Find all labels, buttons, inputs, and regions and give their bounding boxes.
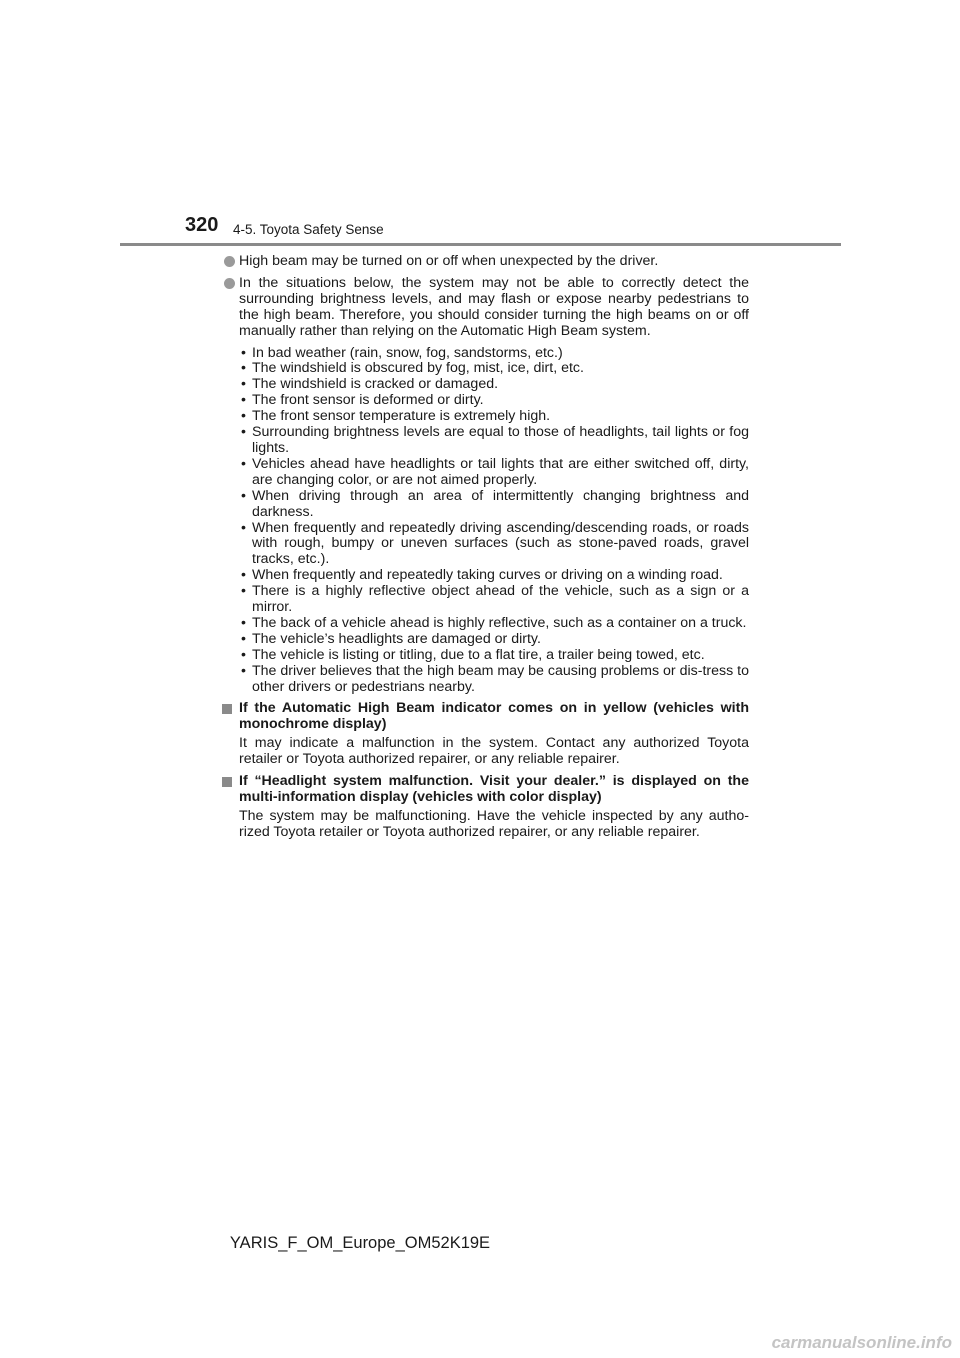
- watermark-link[interactable]: carmanualsonline.info: [771, 1333, 952, 1352]
- list-item: [241, 568, 749, 584]
- note-text: High beam may be turned on or off when unexpected by the driver.: [239, 253, 659, 269]
- list-item: [241, 489, 749, 521]
- list-item: [241, 393, 749, 409]
- list-item: [241, 425, 749, 457]
- bullet-mark: •: [241, 646, 246, 663]
- bullet-mark: •: [241, 614, 246, 631]
- bullet-mark: •: [241, 408, 246, 425]
- square-bullet-icon: [222, 704, 232, 714]
- list-item: [241, 361, 749, 377]
- list-item-text: When frequently and repeatedly taking curves or driving on a winding road.: [252, 567, 723, 584]
- note-paragraph: [222, 254, 749, 270]
- circle-bullet-icon: [224, 278, 235, 289]
- list-item-text: The front sensor is deformed or dirty.: [252, 392, 484, 409]
- list-item: [241, 377, 749, 393]
- list-item-text: The windshield is obscured by fog, mist, ice, dirt, etc.: [252, 360, 584, 377]
- list-item: [241, 584, 749, 616]
- list-item-text: Vehicles ahead have headlights or tail lights that are either switched off, dirty, are changing color, or are not aimed properly.: [252, 455, 749, 488]
- section-heading-text: If “Headlight system malfunction. Visit your dealer.” is displayed on the multi-information display (vehicles with color display): [239, 773, 749, 805]
- document-code: YARIS_F_OM_Europe_OM52K19E: [229, 1234, 491, 1252]
- bullet-mark: •: [241, 376, 246, 393]
- page-content: [222, 254, 749, 841]
- list-item-text: In bad weather (rain, snow, fog, sandstorms, etc.): [252, 344, 563, 361]
- list-item: [241, 648, 749, 664]
- list-item-text: There is a highly reflective object ahead of the vehicle, such as a sign or a mirror.: [252, 583, 749, 616]
- list-item-text: The vehicle’s headlights are damaged or dirty.: [252, 630, 541, 647]
- bullet-mark: •: [241, 630, 246, 647]
- page-header: [0, 0, 960, 250]
- header-divider: [120, 243, 841, 246]
- list-item-text: The vehicle is listing or titling, due to a flat tire, a trailer being towed, etc.: [252, 646, 705, 663]
- square-bullet-icon: [222, 777, 232, 787]
- list-item-text: The back of a vehicle ahead is highly reflective, such as a container on a truck.: [252, 614, 747, 631]
- list-item: [241, 632, 749, 648]
- list-item: [241, 457, 749, 489]
- bullet-mark: •: [241, 583, 246, 600]
- bullet-mark: •: [241, 360, 246, 377]
- bullet-mark: •: [241, 424, 246, 441]
- bullet-mark: •: [241, 392, 246, 409]
- conditions-list: [241, 346, 749, 696]
- bullet-mark: •: [241, 487, 246, 504]
- list-item-text: Surrounding brightness levels are equal to those of headlights, tail lights or fog lights.: [252, 424, 749, 456]
- note-paragraph: [222, 276, 749, 340]
- list-item-text: When frequently and repeatedly driving ascending/descending roads, or roads with rough, bumpy or uneven surfaces (such as stone-paved roads, gravel tracks, etc.).: [252, 519, 749, 568]
- list-item: [241, 616, 749, 632]
- section-heading: [222, 701, 749, 733]
- section-body: The system may be malfunctioning. Have the vehicle inspected by any autho-rized Toyota retailer or Toyota authorized repairer, or any reliable repairer.: [239, 807, 749, 840]
- list-item-text: The windshield is cracked or damaged.: [252, 376, 499, 393]
- section-title: 4-5. Toyota Safety Sense: [233, 222, 384, 237]
- note-text: In the situations below, the system may not be able to correctly detect the surrounding brightness levels, and may flash or expose nearby pedestrians to the high beam. Therefore, you should consider turning the high beams on or off manually rather than relying on the Automatic High Beam system.: [239, 274, 749, 339]
- circle-bullet-icon: [224, 256, 235, 267]
- list-item-text: The driver believes that the high beam may be causing problems or dis-tress to other drivers or pedestrians nearby.: [252, 662, 749, 695]
- section-heading: [222, 774, 749, 806]
- section-heading-text: If the Automatic High Beam indicator comes on in yellow (vehicles with monochrome display): [239, 700, 749, 733]
- bullet-mark: •: [241, 344, 246, 361]
- list-item: [241, 346, 749, 362]
- section-body: It may indicate a malfunction in the system. Contact any authorized Toyota retailer or Toyota authorized repairer, or any reliable repairer.: [239, 735, 749, 768]
- bullet-mark: •: [241, 567, 246, 584]
- bullet-mark: •: [241, 455, 246, 472]
- list-item-text: The front sensor temperature is extremely high.: [252, 408, 551, 425]
- list-item: [241, 521, 749, 569]
- bullet-mark: •: [241, 519, 246, 536]
- page-number: 320: [185, 214, 219, 236]
- bullet-mark: •: [241, 662, 246, 679]
- list-item: [241, 409, 749, 425]
- list-item-text: When driving through an area of intermittently changing brightness and darkness.: [252, 487, 749, 520]
- list-item: [241, 664, 749, 696]
